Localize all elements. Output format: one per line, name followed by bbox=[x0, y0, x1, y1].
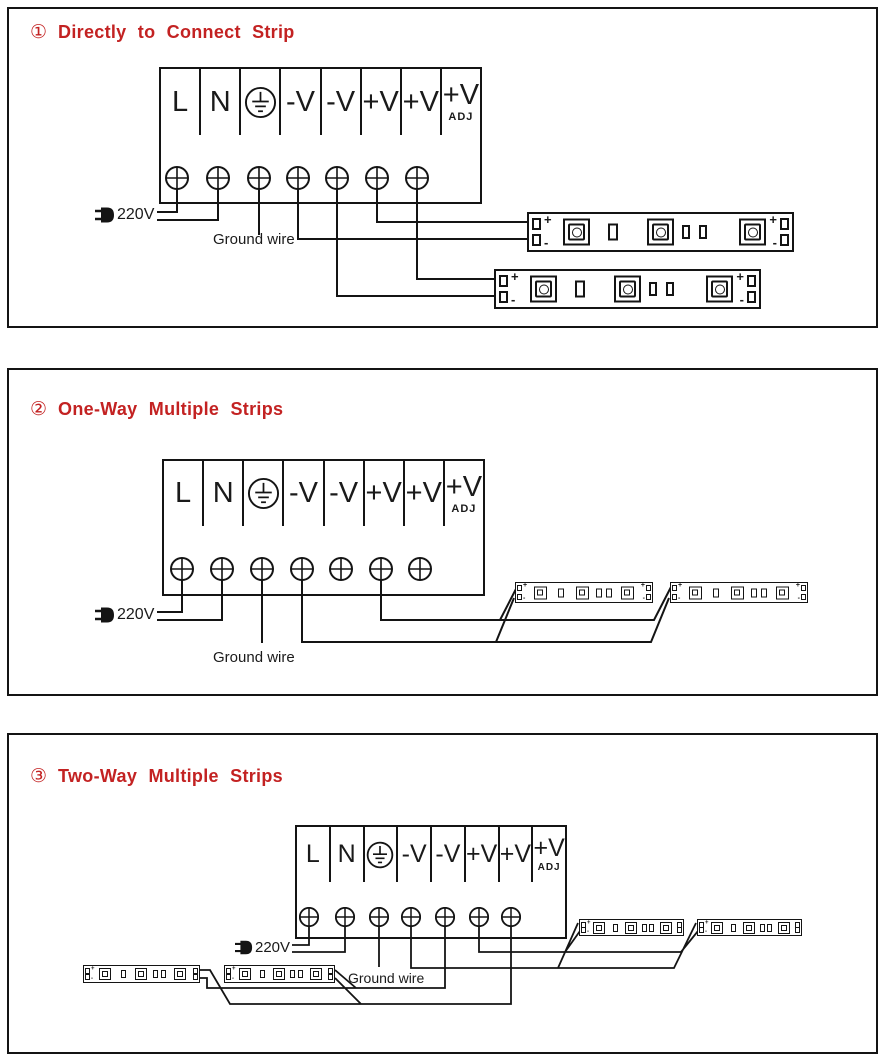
screw-terminal-icon bbox=[369, 557, 393, 581]
screw-terminal-icon bbox=[247, 166, 271, 190]
resistor bbox=[608, 224, 618, 241]
led-chip bbox=[647, 219, 674, 246]
terminal-minusV-2: -V bbox=[322, 69, 362, 135]
solder-pad bbox=[517, 594, 522, 600]
panel-two-way-multiple bbox=[7, 733, 878, 1054]
earth-ground-icon bbox=[366, 841, 394, 869]
solder-pad bbox=[646, 594, 651, 600]
ground-wire-label: Ground wire bbox=[348, 970, 425, 986]
screw-terminal-icon bbox=[206, 166, 230, 190]
resistor bbox=[760, 924, 765, 932]
resistor bbox=[682, 225, 690, 239]
polarity-minus: - bbox=[544, 235, 549, 250]
screw-terminal-icon bbox=[165, 166, 189, 190]
polarity-plus: + bbox=[795, 582, 800, 589]
solder-pad bbox=[532, 234, 541, 246]
screw-terminal-icon bbox=[365, 166, 389, 190]
led-chip bbox=[689, 586, 702, 599]
resistor bbox=[767, 924, 772, 932]
polarity-plus: + bbox=[587, 920, 591, 926]
terminal-plusV-2: +V bbox=[405, 461, 445, 526]
led-chip bbox=[239, 968, 251, 980]
solder-pad bbox=[646, 585, 651, 591]
led-strip-1 bbox=[527, 212, 794, 252]
polarity-minus: - bbox=[705, 929, 707, 935]
led-chip bbox=[621, 586, 634, 599]
terminal-L: L bbox=[297, 827, 331, 882]
led-chip bbox=[778, 922, 790, 934]
screw-terminal-icon bbox=[290, 557, 314, 581]
solder-pad bbox=[801, 594, 806, 600]
polarity-minus: - bbox=[511, 292, 516, 307]
voltage-label: 220V bbox=[117, 606, 155, 623]
section-title-2 bbox=[30, 398, 283, 421]
terminal-plusV-2: +V bbox=[500, 827, 534, 882]
terminal-plusV-adj: +V ADJ bbox=[442, 79, 480, 123]
terminal-minusV-2: -V bbox=[432, 827, 466, 882]
power-plug-icon bbox=[235, 940, 253, 955]
polarity-minus: - bbox=[523, 595, 526, 602]
screw-terminal-icon bbox=[299, 907, 319, 927]
voltage-label: 220V bbox=[255, 938, 291, 956]
resistor bbox=[731, 924, 736, 932]
circled-number-icon: ② bbox=[30, 399, 48, 420]
terminal-L: L bbox=[161, 69, 201, 135]
resistor bbox=[699, 225, 707, 239]
polarity-plus: + bbox=[678, 582, 683, 589]
terminal-minusV-2: -V bbox=[325, 461, 365, 526]
solder-pad bbox=[780, 218, 789, 230]
led-chip bbox=[739, 219, 766, 246]
solder-pad bbox=[677, 927, 682, 933]
resistor bbox=[666, 282, 674, 296]
resistor bbox=[153, 970, 158, 978]
screw-terminal-icon bbox=[435, 907, 455, 927]
polarity-minus: - bbox=[797, 595, 800, 602]
earth-ground-icon bbox=[244, 86, 277, 119]
solder-pad bbox=[85, 974, 90, 980]
screw-terminal-icon bbox=[210, 557, 234, 581]
solder-pad bbox=[699, 927, 704, 933]
led-strip-1 bbox=[515, 582, 653, 603]
terminal-labels-row bbox=[297, 827, 565, 882]
led-chip bbox=[731, 586, 744, 599]
solder-pad bbox=[328, 974, 333, 980]
polarity-minus: - bbox=[91, 976, 93, 982]
led-strip-right-2 bbox=[697, 919, 802, 936]
screw-terminal-icon bbox=[325, 166, 349, 190]
led-chip bbox=[660, 922, 672, 934]
circled-number-icon: ① bbox=[30, 22, 48, 43]
resistor bbox=[642, 924, 647, 932]
terminal-N: N bbox=[204, 461, 244, 526]
terminal-N: N bbox=[331, 827, 365, 882]
led-chip bbox=[711, 922, 723, 934]
polarity-plus: + bbox=[232, 966, 236, 972]
screw-terminal-icon bbox=[329, 557, 353, 581]
led-strip-left-1 bbox=[224, 965, 335, 983]
resistor bbox=[613, 924, 618, 932]
polarity-plus: + bbox=[736, 269, 744, 284]
led-strip-2 bbox=[670, 582, 808, 603]
led-chip bbox=[135, 968, 147, 980]
power-source bbox=[95, 206, 154, 224]
led-chip bbox=[576, 586, 589, 599]
screw-terminal-icon bbox=[170, 557, 194, 581]
terminal-L: L bbox=[164, 461, 204, 526]
led-chip bbox=[530, 276, 557, 303]
polarity-plus: + bbox=[544, 212, 552, 227]
resistor bbox=[161, 970, 166, 978]
led-chip bbox=[310, 968, 322, 980]
polarity-minus: - bbox=[642, 595, 645, 602]
solder-pad bbox=[226, 974, 231, 980]
led-chip bbox=[563, 219, 590, 246]
led-strip-right-1 bbox=[579, 919, 684, 936]
resistor bbox=[596, 588, 602, 597]
polarity-plus: + bbox=[511, 269, 519, 284]
polarity-minus: - bbox=[587, 929, 589, 935]
terminal-labels-row bbox=[164, 461, 483, 526]
solder-pad bbox=[747, 275, 756, 287]
screw-terminal-icon bbox=[408, 557, 432, 581]
power-plug-icon bbox=[95, 607, 115, 623]
terminal-plusV-adj: +V ADJ bbox=[445, 470, 483, 515]
screw-terminal-icon bbox=[405, 166, 429, 190]
solder-pad bbox=[499, 275, 508, 287]
led-chip bbox=[776, 586, 789, 599]
resistor bbox=[298, 970, 303, 978]
screw-terminal-icon bbox=[250, 557, 274, 581]
solder-pad bbox=[517, 585, 522, 591]
terminal-ground bbox=[365, 827, 399, 882]
terminal-minusV-1: -V bbox=[281, 69, 321, 135]
terminal-N: N bbox=[201, 69, 241, 135]
screw-terminal-icon bbox=[469, 907, 489, 927]
led-chip bbox=[99, 968, 111, 980]
resistor bbox=[121, 970, 126, 978]
solder-pad bbox=[672, 585, 677, 591]
section-title-3 bbox=[30, 765, 283, 788]
solder-pad bbox=[581, 927, 586, 933]
terminal-plusV-1: +V bbox=[365, 461, 405, 526]
screw-terminal-icon bbox=[369, 907, 389, 927]
section-title-text: Two-Way Multiple Strips bbox=[58, 766, 283, 786]
polarity-plus: + bbox=[523, 582, 528, 589]
power-source bbox=[95, 606, 154, 624]
led-chip bbox=[593, 922, 605, 934]
terminal-plusV-2: +V bbox=[402, 69, 442, 135]
terminal-plusV-adj: +V ADJ bbox=[533, 834, 565, 873]
circled-number-icon: ③ bbox=[30, 766, 48, 787]
led-chip bbox=[614, 276, 641, 303]
ground-wire-label: Ground wire bbox=[213, 231, 295, 248]
power-source bbox=[235, 938, 290, 956]
resistor bbox=[751, 588, 757, 597]
led-chip bbox=[743, 922, 755, 934]
resistor bbox=[290, 970, 295, 978]
led-chip bbox=[706, 276, 733, 303]
power-plug-icon bbox=[95, 207, 115, 223]
resistor bbox=[649, 282, 657, 296]
resistor bbox=[606, 588, 612, 597]
section-title-text: Directly to Connect Strip bbox=[58, 22, 295, 42]
screw-terminal-icon bbox=[335, 907, 355, 927]
solder-pad bbox=[672, 594, 677, 600]
led-strip-left-2 bbox=[83, 965, 200, 983]
resistor bbox=[558, 588, 564, 597]
polarity-minus: - bbox=[772, 235, 777, 250]
solder-pad bbox=[499, 291, 508, 303]
led-chip bbox=[534, 586, 547, 599]
section-title-1 bbox=[30, 21, 295, 44]
solder-pad bbox=[747, 291, 756, 303]
resistor bbox=[260, 970, 265, 978]
led-strip-2 bbox=[494, 269, 761, 309]
terminal-labels-row bbox=[161, 69, 480, 135]
resistor bbox=[713, 588, 719, 597]
terminal-plusV-1: +V bbox=[466, 827, 500, 882]
section-title-text: One-Way Multiple Strips bbox=[58, 399, 284, 419]
led-chip bbox=[174, 968, 186, 980]
solder-pad bbox=[193, 974, 198, 980]
terminal-minusV-1: -V bbox=[398, 827, 432, 882]
polarity-minus: - bbox=[678, 595, 681, 602]
terminal-ground bbox=[244, 461, 284, 526]
polarity-minus: - bbox=[739, 292, 744, 307]
screw-terminal-icon bbox=[401, 907, 421, 927]
panel-one-way-multiple bbox=[7, 368, 878, 696]
solder-pad bbox=[780, 234, 789, 246]
polarity-plus: + bbox=[640, 582, 645, 589]
polarity-plus: + bbox=[705, 920, 709, 926]
solder-pad bbox=[795, 927, 800, 933]
resistor bbox=[761, 588, 767, 597]
ground-wire-label: Ground wire bbox=[213, 649, 295, 666]
panel-directly-connect bbox=[7, 7, 878, 328]
screw-terminal-icon bbox=[286, 166, 310, 190]
polarity-plus: + bbox=[91, 966, 95, 972]
solder-pad bbox=[532, 218, 541, 230]
resistor bbox=[575, 281, 585, 298]
voltage-label: 220V bbox=[117, 206, 155, 223]
polarity-plus: + bbox=[769, 212, 777, 227]
led-chip bbox=[625, 922, 637, 934]
terminal-minusV-1: -V bbox=[284, 461, 324, 526]
solder-pad bbox=[801, 585, 806, 591]
terminal-plusV-1: +V bbox=[362, 69, 402, 135]
led-chip bbox=[273, 968, 285, 980]
screw-terminal-icon bbox=[501, 907, 521, 927]
terminal-ground bbox=[241, 69, 281, 135]
earth-ground-icon bbox=[247, 477, 280, 510]
resistor bbox=[649, 924, 654, 932]
polarity-minus: - bbox=[232, 976, 234, 982]
